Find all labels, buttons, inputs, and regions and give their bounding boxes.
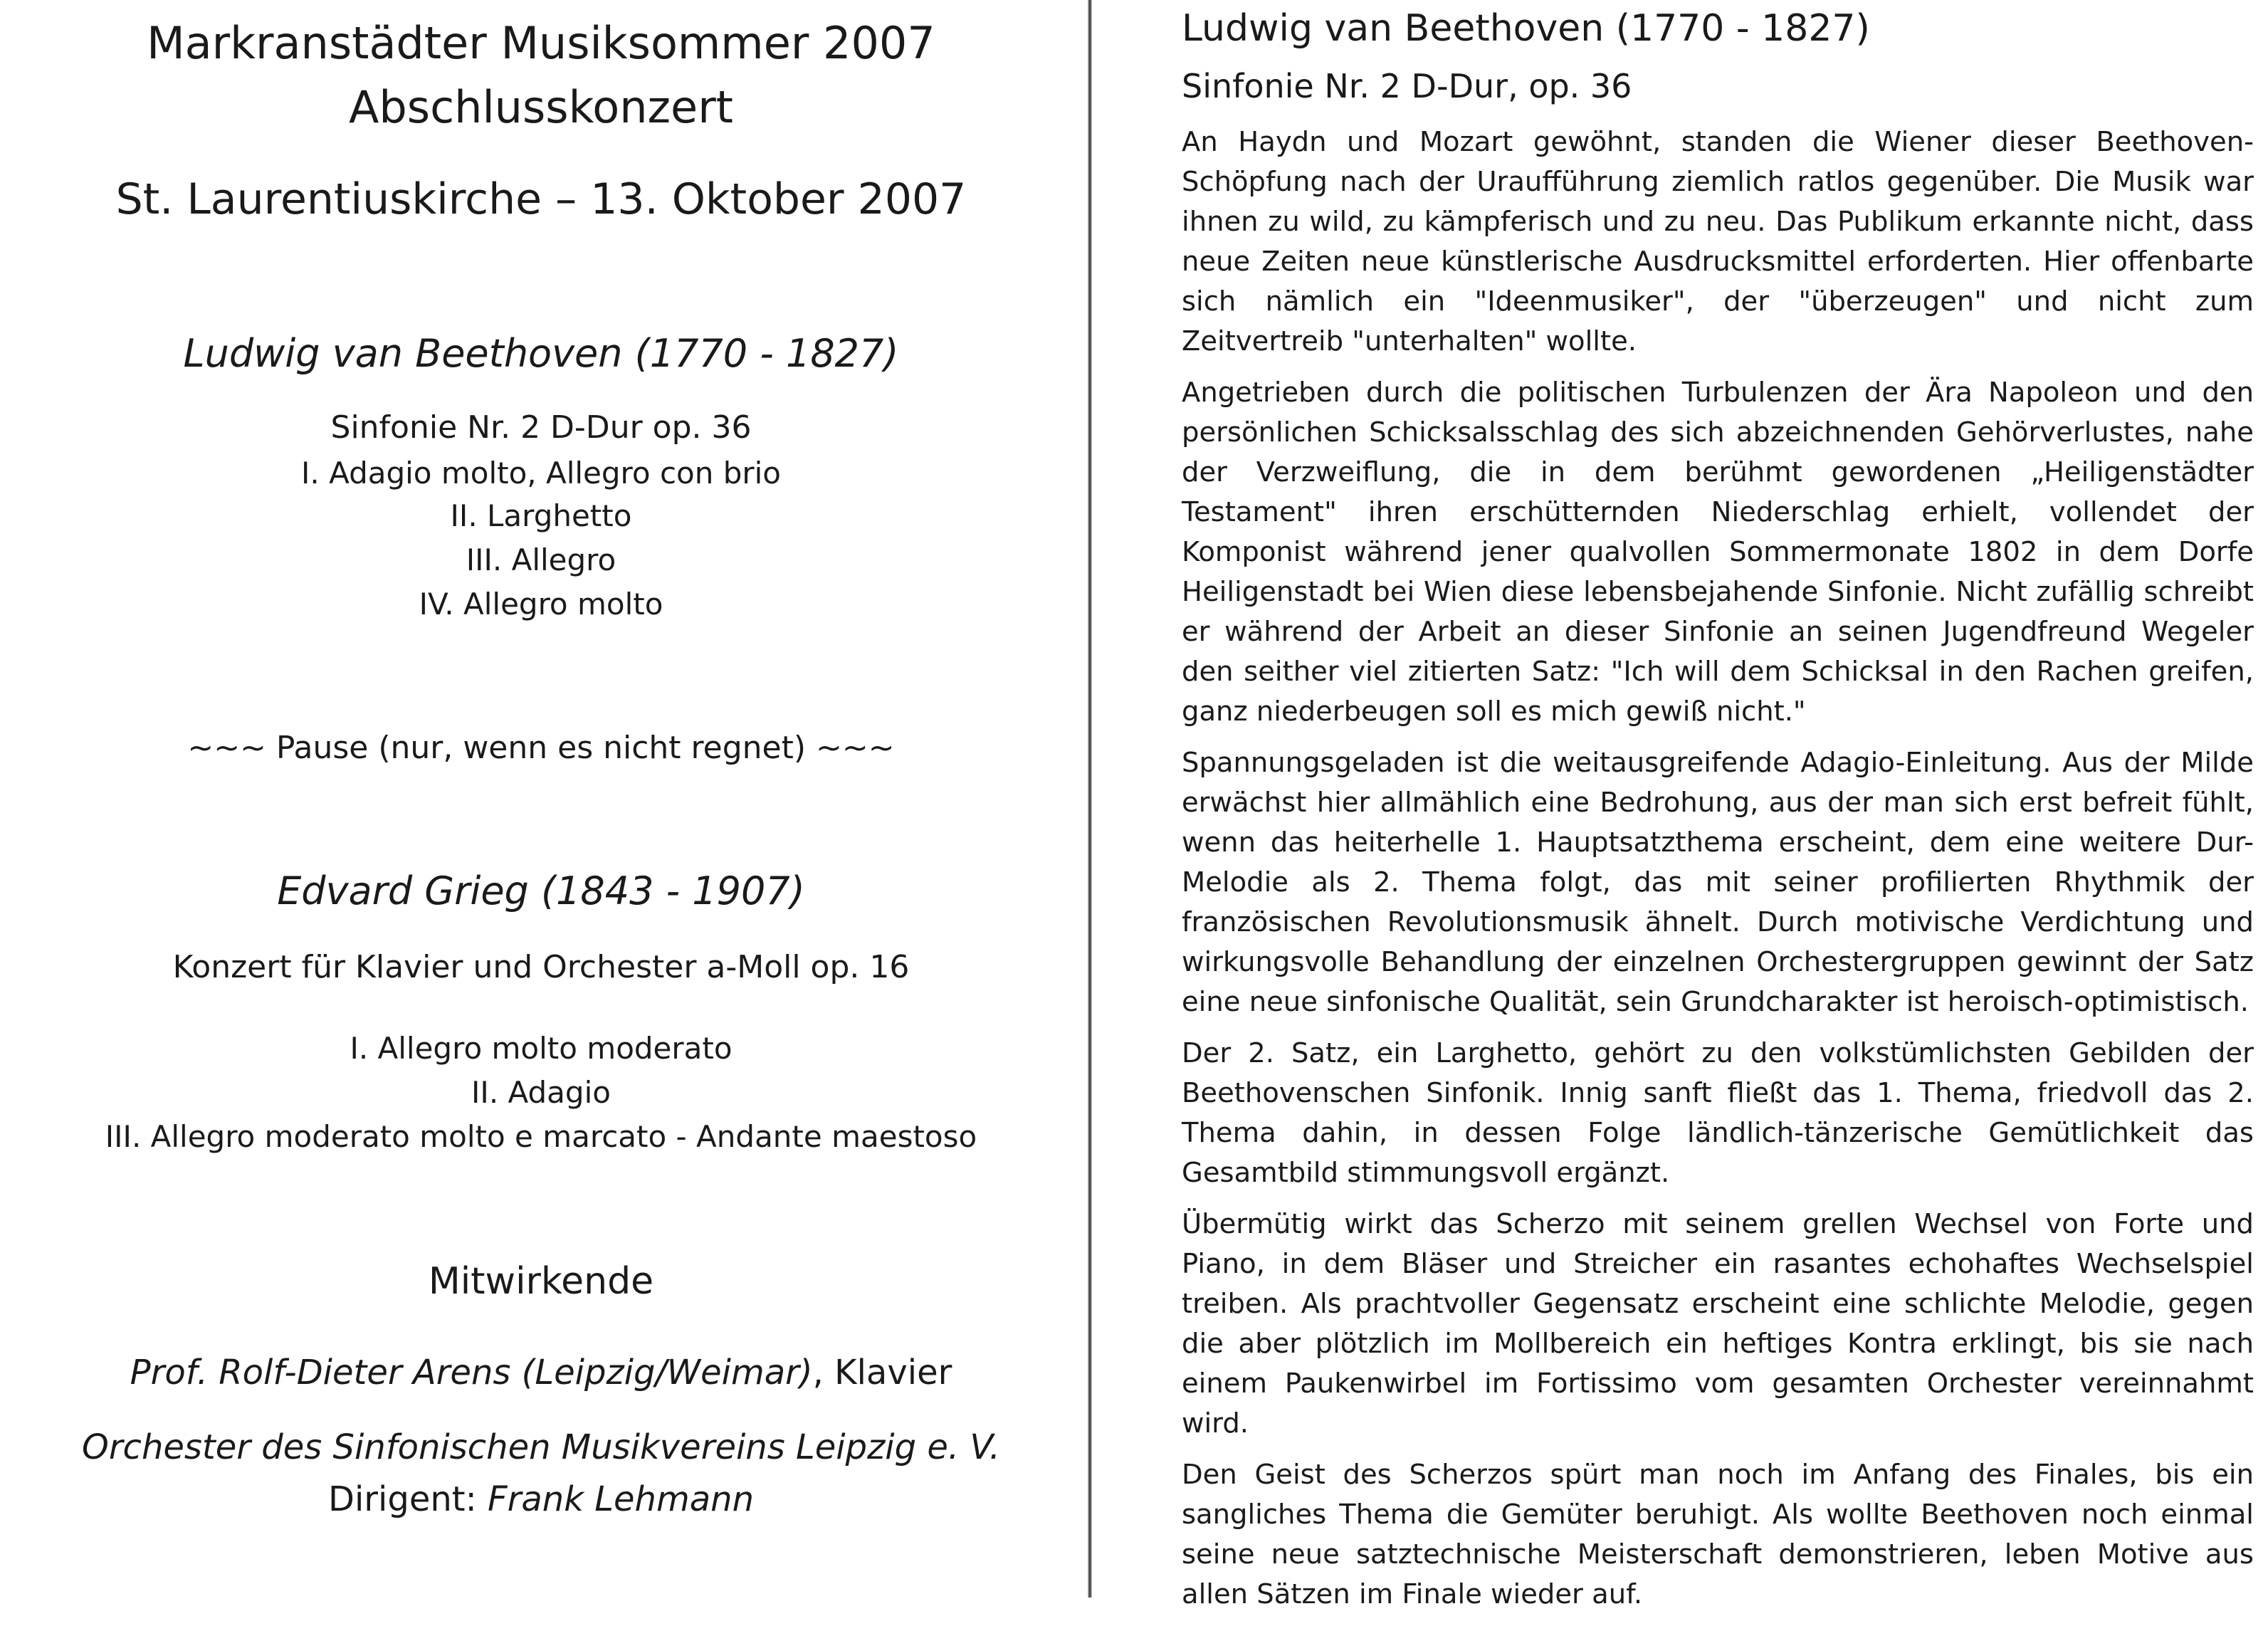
- venue-date: St. Laurentiuskirche – 13. Oktober 2007: [115, 174, 967, 224]
- movement-item: I. Adagio molto, Allegro con brio: [300, 456, 781, 491]
- pause-note: ~~~ Pause (nur, wenn es nicht regnet) ~~~: [187, 730, 895, 766]
- festival-title: Markranstädter Musiksommer 2007: [147, 17, 935, 69]
- conductor-line: [0, 1479, 1082, 1519]
- program-page: [0, 0, 1082, 1598]
- notes-paragraph: Angetrieben durch die politischen Turbulenzen der Ära Napoleon und den persönlichen Schicksalsschlag des sich abzeichnenden Gehörverlustes, nahe der Verzweiflung, die in dem berühmt gewordenen „Heiligenstädter Testament" ihren erschütternden Niederschlag erhielt, vollendet der Komponist während jener qualvollen Sommermonate 1802 in dem Dorfe Heiligenstadt bei Wien diese lebensbejahende Sinfonie. Nicht zufällig schreibt er während der Arbeit an dieser Sinfonie an seinen Jugendfreund Wegeler den seither viel zitierten Satz: "Ich will dem Schicksal in den Rachen greifen, ganz niederbeugen soll es mich gewiß nicht.": [1182, 377, 2254, 728]
- notes-paragraph: Der 2. Satz, ein Larghetto, gehört zu den volkstümlichsten Gebilden der Beethovenschen Sinfonik. Innig sanft fließt das 1. Thema, friedvoll das 2. Thema dahin, in dessen Folge ländlich-tänzerische Gemütlichkeit das Gesamtbild stimmungsvoll ergänzt.: [1182, 1037, 2254, 1189]
- notes-work: Sinfonie Nr. 2 D-Dur, op. 36: [1182, 67, 1632, 105]
- movement-item: IV. Allegro molto: [419, 587, 663, 621]
- work-beethoven: Sinfonie Nr. 2 D-Dur op. 36: [330, 409, 752, 446]
- pianist-role: , Klavier: [812, 1353, 952, 1392]
- composer-beethoven: Ludwig van Beethoven (1770 - 1827): [183, 331, 899, 376]
- program-notes-page: [1096, 0, 2268, 1610]
- movement-item: III. Allegro moderato molto e marcato - Andante maestoso: [105, 1119, 977, 1154]
- pianist-name: Prof. Rolf-Dieter Arens (Leipzig/Weimar): [130, 1353, 813, 1392]
- notes-paragraph: Spannungsgeladen ist die weitausgreifende Adagio-Einleitung. Aus der Milde erwächst hier allmählich eine Bedrohung, aus der man sich erst befreit fühlt, wenn das heiterhelle 1. Hauptsatzthema erscheint, dem eine weitere Dur-Melodie als 2. Thema folgt, das mit seiner profilierten Rhythmik der französischen Revolutionsmusik ähnelt. Durch motivische Verdichtung und wirkungsvolle Behandlung der einzelnen Orchestergruppen gewinnt der Satz eine neue sinfonische Qualität, sein Grundcharakter ist heroisch-optimistisch.: [1182, 747, 2254, 1018]
- composer-grieg: Edvard Grieg (1843 - 1907): [277, 869, 805, 913]
- movement-item: III. Allegro: [466, 542, 616, 577]
- notes-paragraph: An Haydn und Mozart gewöhnt, standen die Wiener dieser Beethoven-Schöpfung nach der Uraufführung ziemlich ratlos gegenüber. Die Musik war ihnen zu wild, zu kämpferisch und zu neu. Das Publikum erkannte nicht, dass neue Zeiten neue künstlerische Ausdrucksmittel erforderten. Hier offenbarte sich nämlich ein "Ideenmusiker", der "überzeugen" und nicht zum Zeitvertreib "unterhalten" wollte.: [1182, 126, 2254, 357]
- concert-title: Abschlusskonzert: [349, 81, 733, 133]
- notes-paragraph: Übermütig wirkt das Scherzo mit seinem grellen Wechsel von Forte und Piano, in dem Bläser und Streicher ein rasantes echohaftes Wechselspiel treiben. Als prachtvoller Gegensatz erscheint eine schlichte Melodie, gegen die aber plötzlich im Mollbereich ein heftiges Kontra erklingt, bis sie nach einem Paukenwirbel im Fortissimo vom gesamten Orchester vereinnahmt wird.: [1182, 1208, 2254, 1439]
- orchestra-line: [0, 1427, 1082, 1467]
- notes-composer: Ludwig van Beethoven (1770 - 1827): [1182, 7, 1870, 50]
- movement-item: II. Adagio: [471, 1075, 611, 1110]
- movement-item: II. Larghetto: [450, 498, 632, 533]
- work-grieg: Konzert für Klavier und Orchester a-Moll op. 16: [172, 949, 910, 985]
- notes-paragraph: Den Geist des Scherzos spürt man noch im Anfang des Finales, bis ein sangliches Thema die Gemüter beruhigt. Als wollte Beethoven noch einmal seine neue satztechnische Meisterschaft demonstrieren, leben Motive aus allen Sätzen im Finale wieder auf.: [1182, 1459, 2254, 1610]
- notes-body: [1182, 122, 2254, 1626]
- conductor-name: Frank Lehmann: [488, 1479, 754, 1519]
- orchestra-name: Orchester des Sinfonischen Musikvereins Leipzig e. V.: [82, 1427, 1000, 1467]
- pianist-line: [0, 1353, 1082, 1392]
- performers-title: Mitwirkende: [428, 1260, 654, 1303]
- conductor-label: Dirigent:: [328, 1479, 488, 1519]
- movement-item: I. Allegro molto moderato: [350, 1031, 733, 1066]
- page-fold-divider: [1088, 0, 1092, 1598]
